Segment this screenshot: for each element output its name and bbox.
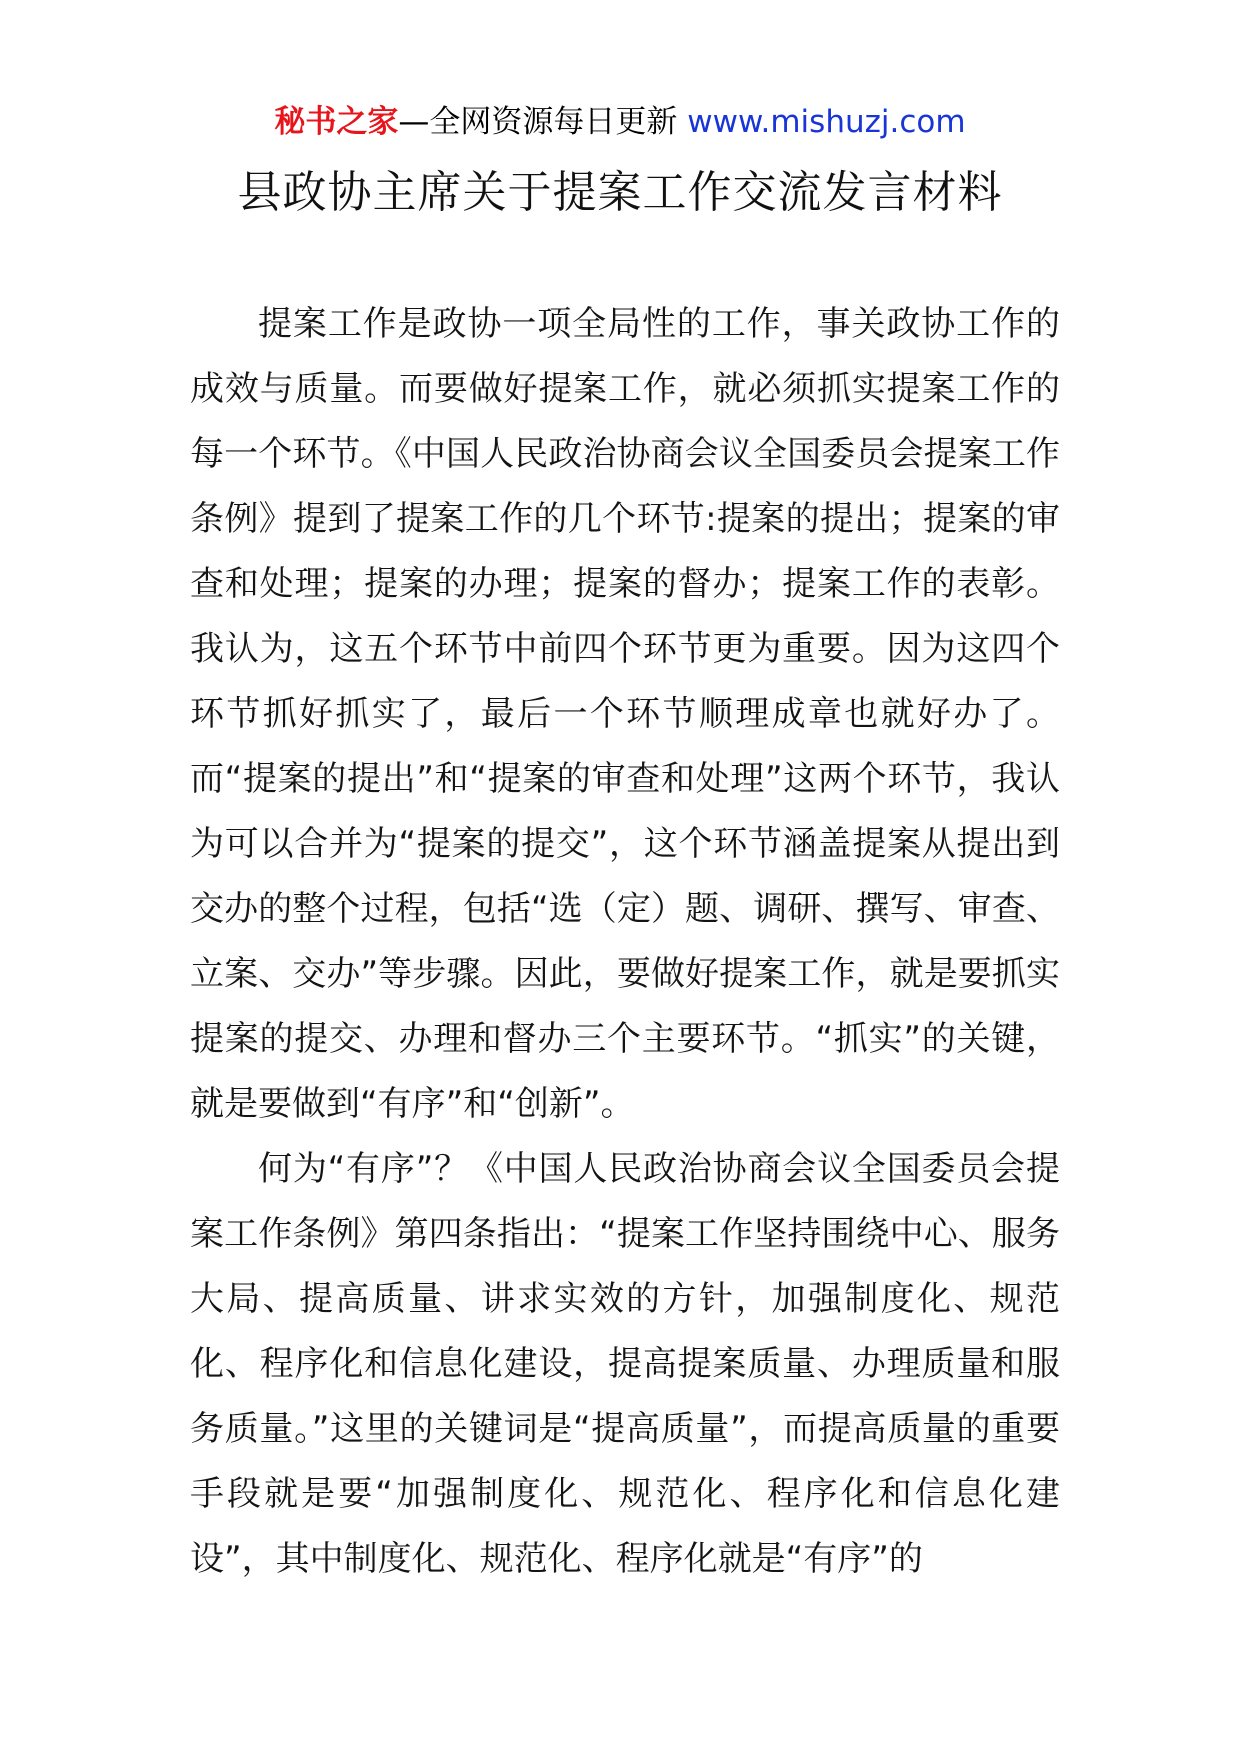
site-header — [0, 100, 1240, 144]
body-paragraph: 何为“有序”？《中国人民政治协商会议全国委员会提案工作条例》第四条指出：“提案工作坚持围绕中心、服务大局、提高质量、讲求实效的方针，加强制度化、规范化、程序化和信息化建设，提高提案质量、办理质量和服务质量。”这里的关键词是“提高质量”，而提高质量的重要手段就是要“加强制度化、规范化、程序化和信息化建设”，其中制度化、规范化、程序化就是“有序”的 — [190, 1149, 1060, 1579]
document-body — [190, 292, 1060, 1592]
header-slogan: —全网资源每日更新 — [398, 104, 678, 140]
body-paragraph: 提案工作是政协一项全局性的工作，事关政协工作的成效与质量。而要做好提案工作，就必须抓实提案工作的每一个环节。《中国人民政治协商会议全国委员会提案工作条例》提到了提案工作的几个环节:提案的提出；提案的审查和处理；提案的办理；提案的督办；提案工作的表彰。我认为，这五个环节中前四个环节更为重要。因为这四个环节抓好抓实了，最后一个环节顺理成章也就好办了。而“提案的提出”和“提案的审查和处理”这两个环节，我认为可以合并为“提案的提交”，这个环节涵盖提案从提出到交办的整个过程，包括“选（定）题、调研、撰写、审查、立案、交办”等步骤。因此，要做好提案工作，就是要抓实提案的提交、办理和督办三个主要环节。“抓实”的关键，就是要做到“有序”和“创新”。 — [190, 304, 1061, 1124]
brand-name: 秘书之家 — [274, 104, 399, 140]
site-url-link[interactable]: www.mishuzj.com — [687, 104, 966, 140]
document-title: 县政协主席关于提案工作交流发言材料 — [237, 167, 1003, 218]
